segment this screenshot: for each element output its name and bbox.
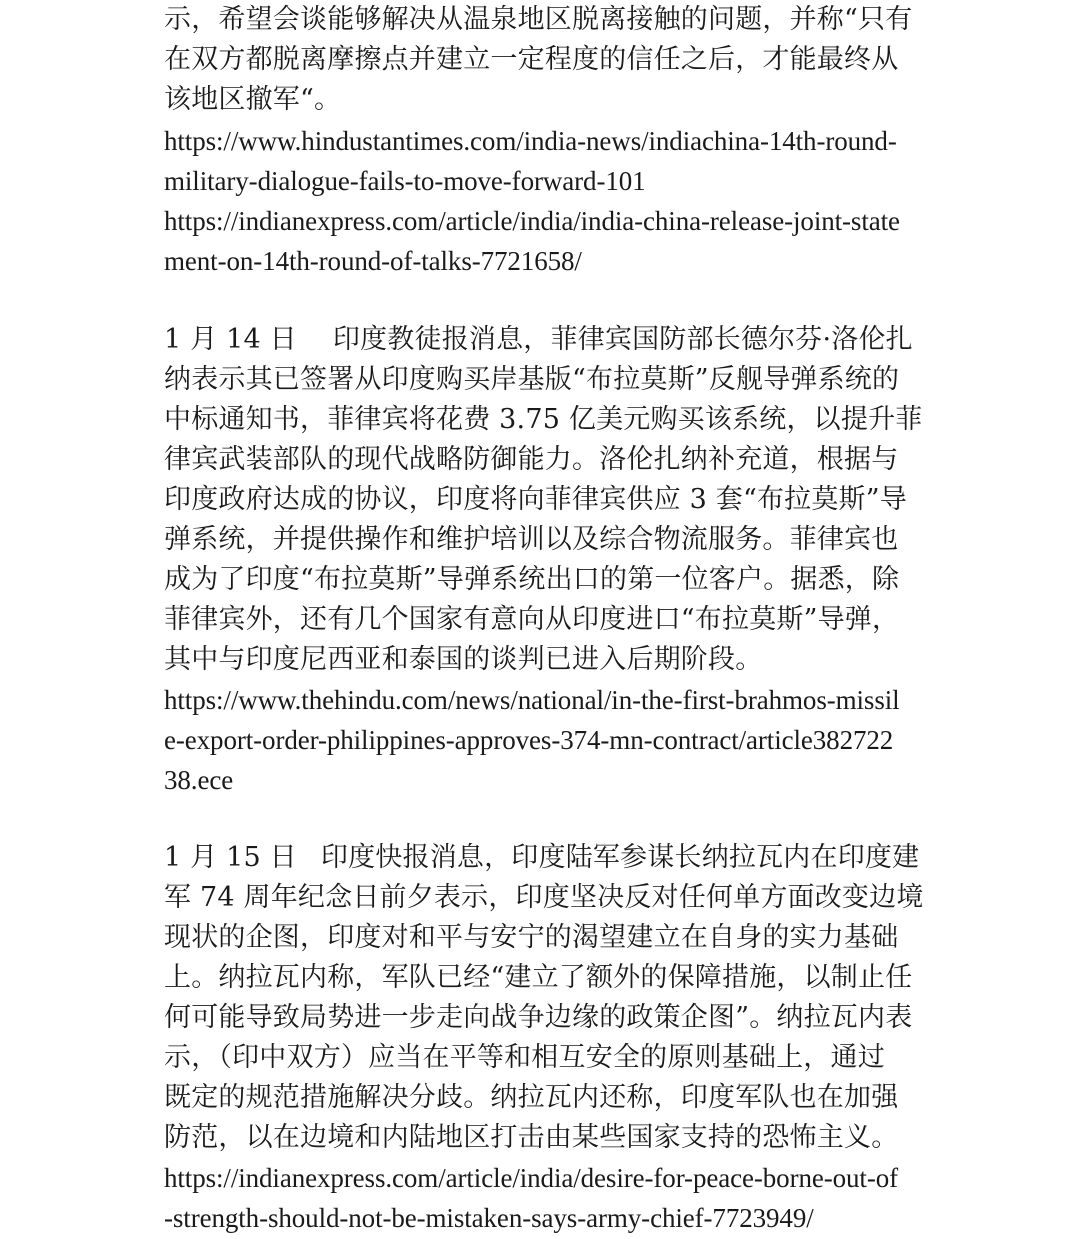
paragraph-line: 示，希望会谈能够解决从温泉地区脱离接触的问题，并称“只有 [164, 4, 913, 35]
paragraph-line: 现状的企图，印度对和平与安宁的渴望建立在自身的实力基础 [164, 922, 899, 953]
paragraph-line: 菲律宾外，还有几个国家有意向从印度进口“布拉莫斯”导弹， [164, 604, 900, 635]
source-link[interactable]: https://indianexpress.com/article/india/desire-for-peace-borne-out-of [164, 1163, 899, 1193]
entry-date: 1 月 14 日 [164, 324, 297, 355]
paragraph-line: 在双方都脱离摩擦点并建立一定程度的信任之后，才能最终从 [164, 44, 899, 75]
paragraph-line: 弹系统，并提供操作和维护培训以及综合物流服务。菲律宾也 [164, 524, 899, 555]
paragraph-line: 该地区撤军“。 [164, 84, 342, 115]
paragraph-line: 其中与印度尼西亚和泰国的谈判已进入后期阶段。 [164, 644, 763, 675]
paragraph-line: 中标通知书，菲律宾将花费 3.75 亿美元购买该系统，以提升菲 [164, 404, 923, 435]
paragraph-line: 律宾武装部队的现代战略防御能力。洛伦扎纳补充道，根据与 [164, 444, 899, 475]
paragraph-line: 既定的规范措施解决分歧。纳拉瓦内还称，印度军队也在加强 [164, 1082, 899, 1113]
entry-date: 1 月 15 日 [164, 842, 297, 873]
source-link[interactable]: https://indianexpress.com/article/india/india-china-release-joint-state [164, 206, 900, 236]
source-link[interactable]: https://www.hindustantimes.com/india-news/indiachina-14th-round- [164, 126, 897, 156]
paragraph-line: 成为了印度“布拉莫斯”导弹系统出口的第一位客户。据悉，除 [164, 564, 900, 595]
paragraph-line: 印度政府达成的协议，印度将向菲律宾供应 3 套“布拉莫斯”导 [164, 484, 907, 515]
source-link[interactable]: ment-on-14th-round-of-talks-7721658/ [164, 246, 582, 276]
source-link[interactable]: 38.ece [164, 765, 234, 795]
source-link[interactable]: military-dialogue-fails-to-move-forward-101 [164, 166, 646, 196]
paragraph-line: 何可能导致局势进一步走向战争边缘的政策企图”。纳拉瓦内表 [164, 1002, 913, 1033]
paragraph-line: 纳表示其已签署从印度购买岸基版“布拉莫斯”反舰导弹系统的 [164, 364, 900, 395]
paragraph-line: 示，（印中双方）应当在平等和相互安全的原则基础上，通过 [164, 1042, 885, 1073]
paragraph-line: 军 74 周年纪念日前夕表示，印度坚决反对任何单方面改变边境 [164, 882, 924, 913]
source-link[interactable]: https://www.thehindu.com/news/national/in-the-first-brahmos-missil [164, 685, 900, 715]
paragraph-text: 印度快报消息，印度陆军参谋长纳拉瓦内在印度建 [320, 842, 920, 873]
paragraph-line: 防范，以在边境和内陆地区打击由某些国家支持的恐怖主义。 [164, 1122, 899, 1153]
entry-first-line [164, 320, 913, 360]
paragraph-text: 印度教徒报消息，菲律宾国防部长德尔芬·洛伦扎 [332, 324, 913, 355]
source-link[interactable]: -strength-should-not-be-mistaken-says-army-chief-7723949/ [164, 1203, 814, 1233]
entry-first-line [164, 838, 919, 878]
source-link[interactable]: e-export-order-philippines-approves-374-mn-contract/article382722 [164, 725, 894, 755]
paragraph-line: 上。纳拉瓦内称，军队已经“建立了额外的保障措施，以制止任 [164, 962, 913, 993]
